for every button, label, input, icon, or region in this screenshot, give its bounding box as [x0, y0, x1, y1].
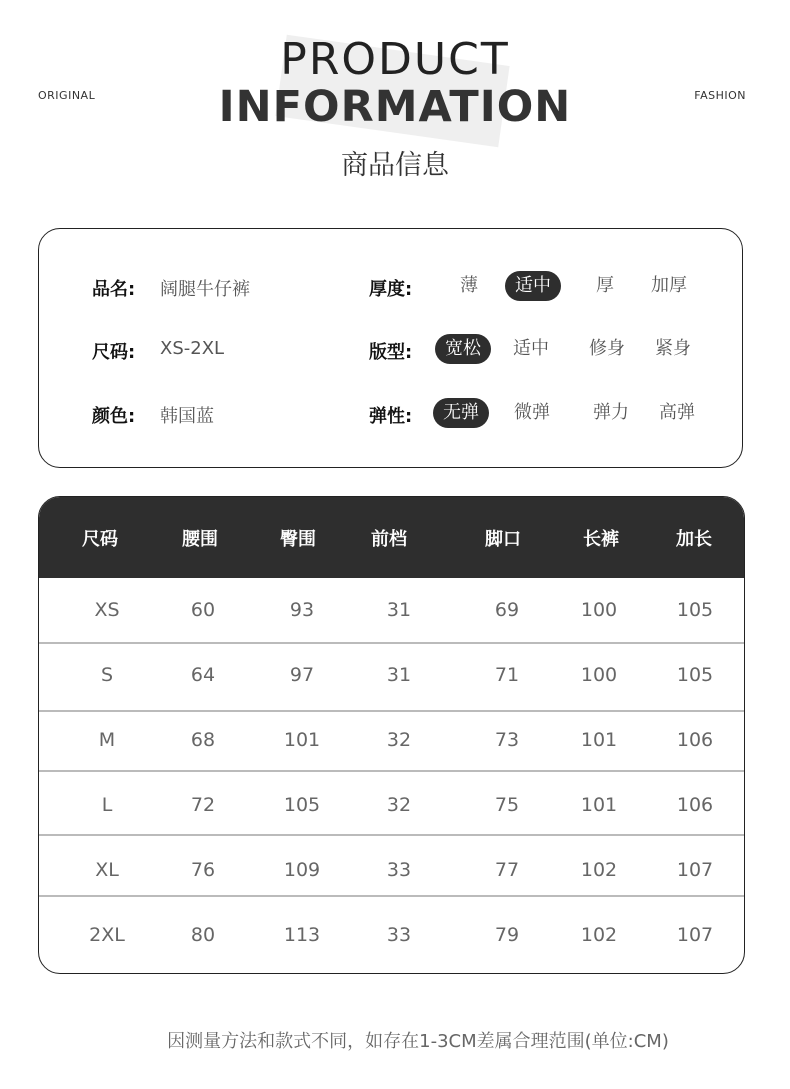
thickness-option-thin: 薄: [460, 275, 478, 296]
row-divider: [39, 770, 744, 772]
table-cell: XL: [95, 859, 119, 881]
table-row: [39, 906, 744, 966]
thickness-option-extra-thick: 加厚: [651, 275, 687, 296]
fit-option-loose: 宽松: [435, 334, 491, 364]
fit-option-medium: 适中: [513, 338, 549, 359]
table-cell: 106: [676, 729, 714, 751]
table-cell: 33: [386, 859, 412, 881]
table-cell: XS: [94, 599, 120, 621]
table-cell: 101: [580, 794, 618, 816]
fit-option-slim: 修身: [589, 338, 625, 359]
table-cell: M: [98, 729, 116, 751]
header-front-rise: 前档: [371, 529, 407, 550]
thickness-option-medium: 适中: [505, 271, 561, 301]
elasticity-label: 弹性:: [369, 406, 413, 427]
fit-option-tight: 紧身: [655, 338, 691, 359]
elasticity-option-high: 高弹: [659, 402, 695, 423]
table-cell: 31: [386, 664, 412, 686]
table-row: [39, 646, 744, 706]
table-cell: 75: [494, 794, 520, 816]
table-cell: 69: [494, 599, 520, 621]
elasticity-option-slight: 微弹: [514, 402, 550, 423]
size-table-header: [39, 497, 744, 578]
table-cell: 105: [676, 599, 714, 621]
table-row: [39, 841, 744, 901]
info-row-3: [39, 398, 742, 428]
elasticity-option-none: 无弹: [433, 398, 489, 428]
table-row: [39, 581, 744, 641]
table-cell: 32: [386, 729, 412, 751]
header-hip: 臀围: [280, 529, 316, 550]
title-information: INFORMATION: [218, 82, 572, 132]
table-cell: 33: [386, 924, 412, 946]
measurement-note: 因测量方法和款式不同，如存在1-3CM差属合理范围(单位:CM): [167, 1031, 669, 1052]
header-length: 长裤: [583, 529, 619, 550]
table-cell: 100: [580, 664, 618, 686]
table-cell: 80: [190, 924, 216, 946]
table-row: [39, 776, 744, 836]
table-cell: 77: [494, 859, 520, 881]
thickness-option-thick: 厚: [596, 275, 614, 296]
name-value: 阔腿牛仔裤: [160, 279, 250, 300]
table-cell: 64: [190, 664, 216, 686]
header-leg-opening: 脚口: [485, 529, 521, 550]
color-value: 韩国蓝: [160, 406, 214, 427]
table-cell: 2XL: [89, 924, 125, 946]
info-row-2: [39, 334, 742, 364]
table-cell: 31: [386, 599, 412, 621]
table-cell: 107: [676, 924, 714, 946]
table-cell: 73: [494, 729, 520, 751]
table-cell: 101: [580, 729, 618, 751]
elasticity-option-stretch: 弹力: [593, 402, 629, 423]
table-cell: 102: [580, 859, 618, 881]
table-row: [39, 711, 744, 771]
color-label: 颜色:: [92, 406, 136, 427]
table-cell: L: [101, 794, 113, 816]
row-divider: [39, 895, 744, 897]
thickness-label: 厚度:: [369, 279, 413, 300]
table-cell: S: [100, 664, 114, 686]
table-cell: 97: [289, 664, 315, 686]
info-row-1: [39, 271, 742, 301]
fit-label: 版型:: [369, 342, 413, 363]
table-cell: 106: [676, 794, 714, 816]
table-cell: 100: [580, 599, 618, 621]
size-table: [38, 496, 745, 974]
product-info-card: [38, 228, 743, 468]
title-product: PRODUCT: [280, 34, 510, 85]
header-size: 尺码: [82, 529, 118, 550]
size-label: 尺码:: [92, 342, 136, 363]
table-cell: 72: [190, 794, 216, 816]
title-chinese: 商品信息: [341, 150, 449, 181]
table-cell: 107: [676, 859, 714, 881]
fashion-tag: FASHION: [694, 89, 746, 102]
table-cell: 60: [190, 599, 216, 621]
table-cell: 79: [494, 924, 520, 946]
name-label: 品名:: [92, 279, 136, 300]
table-cell: 109: [283, 859, 321, 881]
table-cell: 101: [283, 729, 321, 751]
row-divider: [39, 834, 744, 836]
header-waist: 腰围: [182, 529, 218, 550]
table-cell: 105: [676, 664, 714, 686]
size-value: XS-2XL: [160, 338, 225, 359]
table-cell: 105: [283, 794, 321, 816]
table-cell: 102: [580, 924, 618, 946]
table-cell: 113: [283, 924, 321, 946]
original-tag: ORIGINAL: [38, 89, 96, 102]
table-cell: 68: [190, 729, 216, 751]
row-divider: [39, 642, 744, 644]
table-cell: 76: [190, 859, 216, 881]
header-extra-length: 加长: [676, 529, 712, 550]
table-cell: 93: [289, 599, 315, 621]
table-cell: 32: [386, 794, 412, 816]
table-cell: 71: [494, 664, 520, 686]
